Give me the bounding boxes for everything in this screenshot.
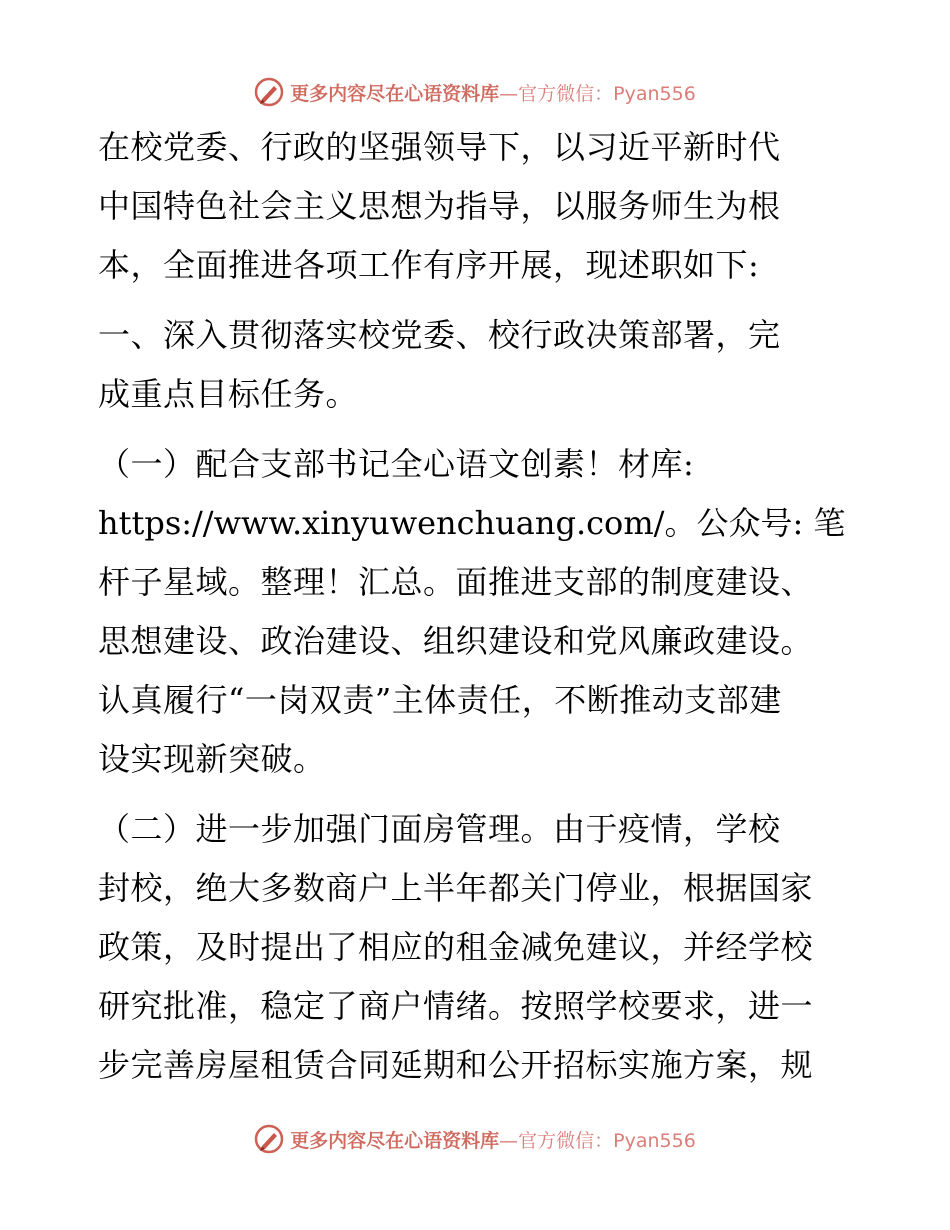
text-line: 政策，及时提出了相应的租金减免建议，并经学校	[98, 928, 814, 966]
paragraph-item-one	[98, 435, 858, 789]
pen-logo-icon	[254, 1124, 284, 1154]
watermark-brand: 更多内容尽在心语资料库	[290, 82, 500, 105]
watermark-wechat: —官方微信：Pyan556	[499, 1129, 696, 1152]
text-line: 本，全面推进各项工作有序开展，现述职如下:	[98, 246, 760, 284]
pen-logo-icon	[254, 77, 284, 107]
text-line: 研究批准，稳定了商户情绪。按照学校要求，进一	[98, 987, 814, 1025]
watermark-wechat: —官方微信：Pyan556	[499, 82, 696, 105]
header-watermark	[0, 72, 950, 112]
text-line: 成重点目标任务。	[98, 375, 359, 413]
paragraph-section-one	[98, 306, 858, 424]
text-line: https://www.xinyuwenchuang.com/。公众号: 笔	[98, 504, 846, 542]
document-body	[98, 118, 858, 1095]
text-line: （一）配合支部书记全心语文创素！材库:	[98, 445, 695, 483]
text-line: 中国特色社会主义思想为指导，以服务师生为根	[98, 187, 781, 225]
text-line: 一、深入贯彻落实校党委、校行政决策部署，完	[98, 316, 781, 354]
text-line: 封校，绝大多数商户上半年都关门停业，根据国家	[98, 869, 814, 907]
text-line: 思想建设、政治建设、组织建设和党风廉政建设。	[98, 622, 814, 660]
text-line: 在校党委、行政的坚强领导下，以习近平新时代	[98, 128, 781, 166]
text-line: （二）进一步加强门面房管理。由于疫情，学校	[98, 810, 781, 848]
footer-watermark	[0, 1119, 950, 1159]
paragraph-intro	[98, 118, 858, 295]
text-line: 步完善房屋租赁合同延期和公开招标实施方案，规	[98, 1046, 814, 1084]
text-line: 认真履行“一岗双责”主体责任，不断推动支部建	[98, 681, 782, 719]
text-line: 杆子星域。整理！汇总。面推进支部的制度建设、	[98, 563, 814, 601]
paragraph-item-two	[98, 800, 858, 1095]
text-line: 设实现新突破。	[98, 740, 326, 778]
watermark-brand: 更多内容尽在心语资料库	[290, 1129, 500, 1152]
